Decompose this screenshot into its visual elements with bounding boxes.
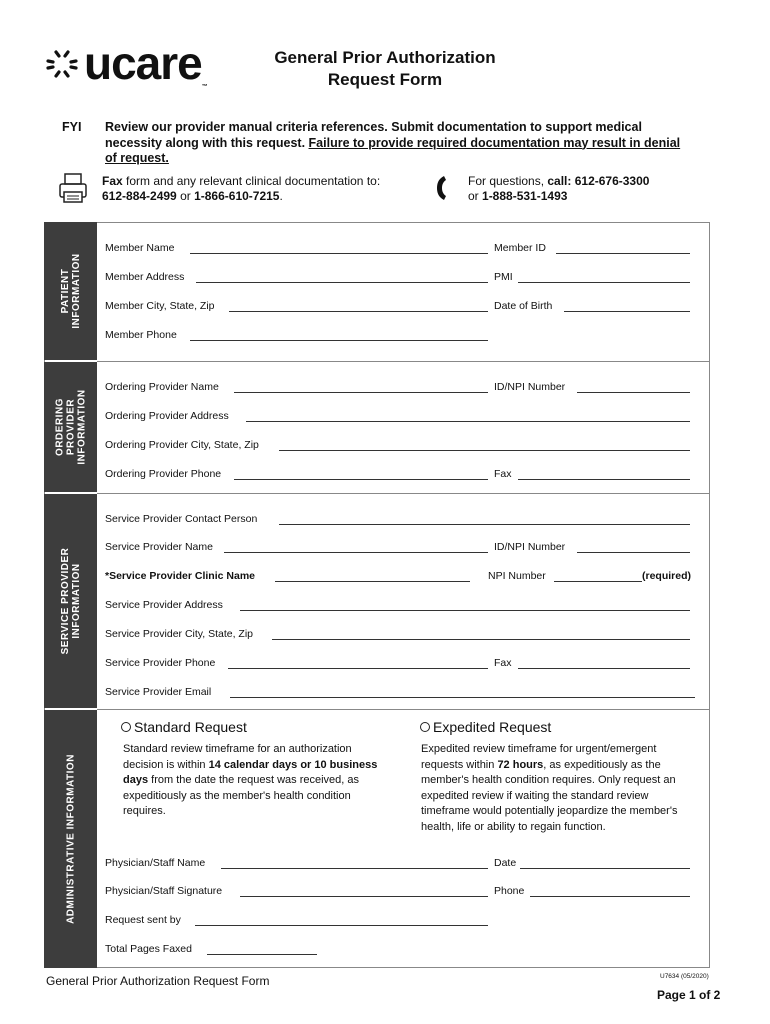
physician-name-label: Physician/Staff Name <box>105 857 206 869</box>
physician-name-field[interactable] <box>221 868 488 869</box>
member-phone-label: Member Phone <box>105 329 177 341</box>
divider <box>97 493 710 494</box>
ordering-section-label: ORDERING PROVIDER INFORMATION <box>54 389 87 465</box>
date-label: Date <box>494 857 517 869</box>
ucare-logo: ucare™ <box>84 37 207 90</box>
service-clinic-label: *Service Provider Clinic Name <box>105 570 255 582</box>
footer-form-name: General Prior Authorization Request Form <box>46 974 270 988</box>
form-title-line2: Request Form <box>327 70 443 89</box>
member-city-label: Member City, State, Zip <box>105 300 215 312</box>
required-note: (required) <box>642 570 692 582</box>
standard-request-description: Standard review timeframe for an authorization decision is within 14 calendar days or 10 business days from the date the request was received, as expeditiously as the member's health condition requires. <box>123 743 378 817</box>
service-phone-label: Service Provider Phone <box>105 657 216 669</box>
ucare-logo-mark-icon <box>42 44 82 84</box>
expedited-request-description: Expedited review timeframe for urgent/emergent requests within 72 hours, as expeditiously as the member's health condition requires. Only request an expedited review if waiting the standard review timeframe would potentially jeopardize the member's health, life or ability to regain function. <box>421 743 678 833</box>
service-section-label: SERVICE PROVIDER INFORMATION <box>59 547 82 655</box>
ordering-city-field[interactable] <box>279 450 690 451</box>
phone-icon <box>434 174 450 202</box>
pmi-field[interactable] <box>518 282 690 283</box>
divider <box>97 709 710 710</box>
questions-text: For questions, call: 612-676-3300 or 1-888-531-1493 <box>468 174 650 203</box>
ordering-address-field[interactable] <box>246 421 690 422</box>
service-npi-field[interactable] <box>577 552 690 553</box>
service-phone-field[interactable] <box>228 668 488 669</box>
service-contact-label: Service Provider Contact Person <box>105 513 258 525</box>
service-clinic-field[interactable] <box>275 581 470 582</box>
admin-section-bar <box>44 710 97 968</box>
member-address-label: Member Address <box>105 271 185 283</box>
standard-request-label: Standard Request <box>134 719 247 735</box>
service-address-label: Service Provider Address <box>105 599 223 611</box>
form-title-line1: General Prior Authorization <box>274 48 496 67</box>
member-id-label: Member ID <box>494 242 546 254</box>
member-address-field[interactable] <box>196 282 488 283</box>
ordering-fax-field[interactable] <box>518 479 690 480</box>
fyi-text: Review our provider manual criteria references. Submit documentation to support medical necessity along with this request. Failure to provide required documentation may result in denial of request. <box>105 120 681 165</box>
dob-label: Date of Birth <box>494 300 553 312</box>
expedited-request-label: Expedited Request <box>433 719 552 735</box>
patient-section-label: PATIENT INFORMATION <box>59 253 82 329</box>
pmi-label: PMI <box>494 271 513 283</box>
member-name-field[interactable] <box>190 253 488 254</box>
standard-request-option[interactable] <box>121 719 247 735</box>
ordering-phone-label: Ordering Provider Phone <box>105 468 222 480</box>
ordering-npi-label: ID/NPI Number <box>494 381 566 393</box>
service-npi-required-label: NPI Number <box>488 570 546 582</box>
request-sent-label: Request sent by <box>105 914 181 926</box>
total-pages-field[interactable] <box>207 954 317 955</box>
service-email-field[interactable] <box>230 697 695 698</box>
service-city-label: Service Provider City, State, Zip <box>105 628 254 640</box>
standard-radio[interactable] <box>121 722 131 732</box>
ordering-npi-field[interactable] <box>577 392 690 393</box>
request-sent-field[interactable] <box>195 925 488 926</box>
expedited-radio[interactable] <box>420 722 430 732</box>
service-city-field[interactable] <box>272 639 690 640</box>
phone-label: Phone <box>494 885 525 897</box>
dob-field[interactable] <box>564 311 690 312</box>
physician-signature-label: Physician/Staff Signature <box>105 885 223 897</box>
service-section-bar <box>44 494 97 708</box>
fyi-label: FYI <box>62 120 82 134</box>
member-name-label: Member Name <box>105 242 175 254</box>
service-npi-label: ID/NPI Number <box>494 541 566 553</box>
date-field[interactable] <box>520 868 690 869</box>
fax-icon <box>58 172 88 204</box>
divider <box>97 361 710 362</box>
page-number: Page 1 of 2 <box>657 988 721 1002</box>
ordering-fax-label: Fax <box>494 468 512 480</box>
service-npi-required-field[interactable] <box>554 581 642 582</box>
ordering-phone-field[interactable] <box>234 479 488 480</box>
ordering-name-label: Ordering Provider Name <box>105 381 219 393</box>
service-fax-label: Fax <box>494 657 512 669</box>
member-phone-field[interactable] <box>190 340 488 341</box>
total-pages-label: Total Pages Faxed <box>105 943 192 955</box>
service-contact-field[interactable] <box>279 524 690 525</box>
ordering-name-field[interactable] <box>234 392 488 393</box>
service-fax-field[interactable] <box>518 668 690 669</box>
ordering-city-label: Ordering Provider City, State, Zip <box>105 439 259 451</box>
member-city-field[interactable] <box>229 311 488 312</box>
ordering-section-bar <box>44 362 97 492</box>
service-name-field[interactable] <box>224 552 488 553</box>
physician-signature-field[interactable] <box>240 896 488 897</box>
ordering-address-label: Ordering Provider Address <box>105 410 229 422</box>
patient-section-bar <box>44 222 97 360</box>
fax-instructions: Fax form and any relevant clinical documentation to: 612-884-2499 or 1-866-610-7215. <box>102 174 381 203</box>
phone-field[interactable] <box>530 896 690 897</box>
service-address-field[interactable] <box>240 610 690 611</box>
service-email-label: Service Provider Email <box>105 686 212 698</box>
footer-code: U7634 (05/2020) <box>660 973 709 980</box>
service-name-label: Service Provider Name <box>105 541 213 553</box>
admin-section-label: ADMINISTRATIVE INFORMATION <box>65 754 76 924</box>
expedited-request-option[interactable] <box>420 719 551 735</box>
member-id-field[interactable] <box>556 253 690 254</box>
